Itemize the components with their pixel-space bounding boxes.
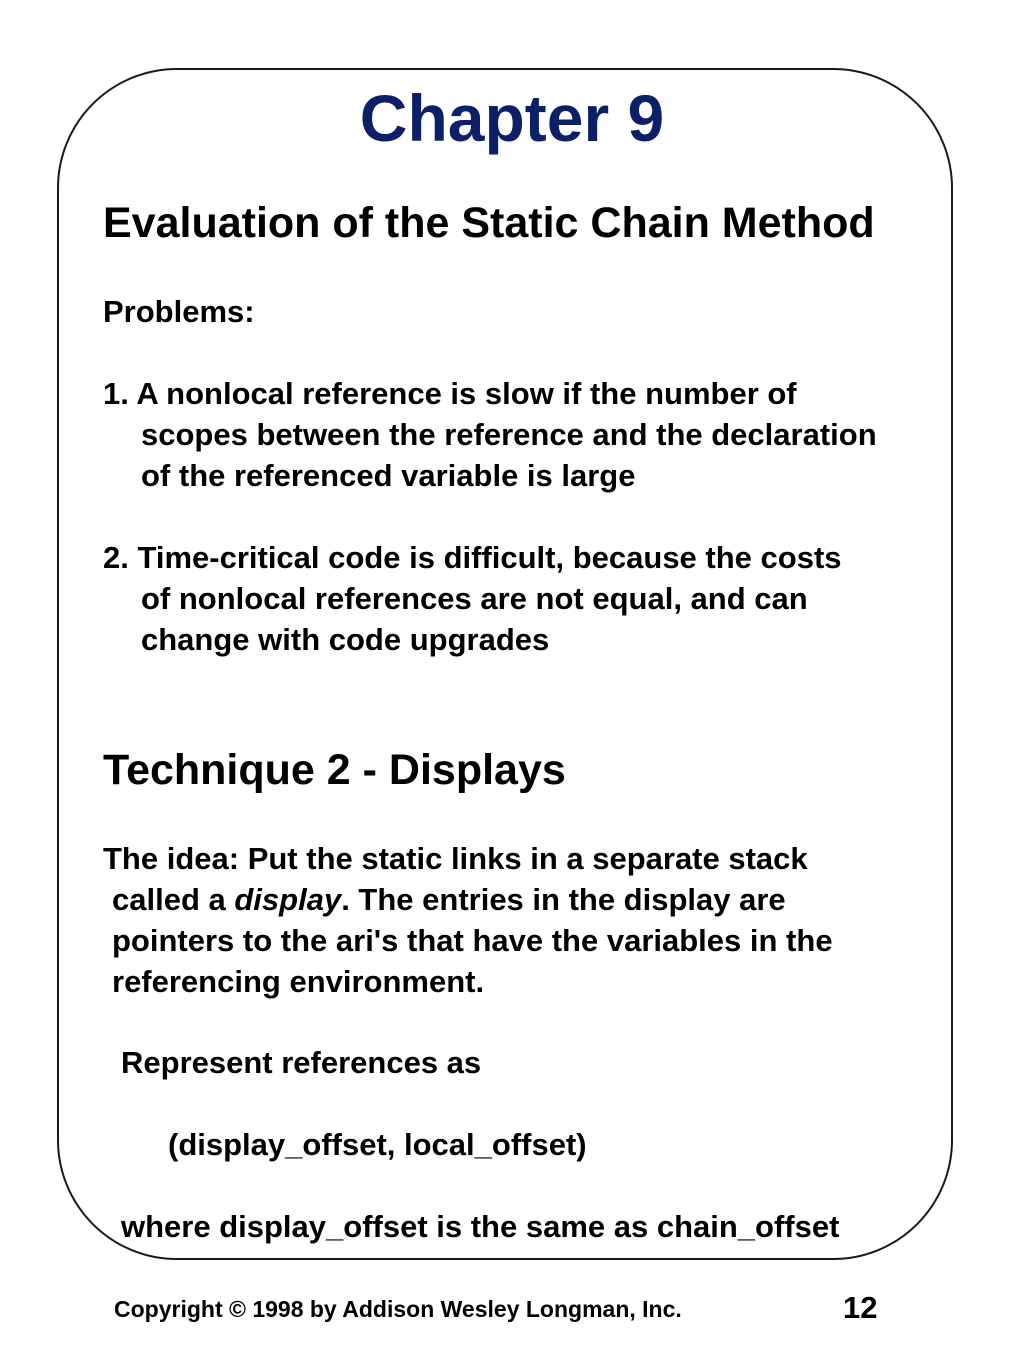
problems-label: Problems: [103, 294, 255, 329]
problem-1-line-1: 1. A nonlocal reference is slow if the number of [103, 376, 797, 411]
problem-2-line-1: 2. Time-critical code is difficult, because the costs [103, 540, 842, 575]
copyright-notice: Copyright © 1998 by Addison Wesley Longman, Inc. [114, 1296, 682, 1322]
page-number: 12 [843, 1290, 878, 1325]
idea-line-3: pointers to the ari's that have the variables in the [112, 923, 833, 958]
problem-2-line-2: of nonlocal references are not equal, and can [141, 581, 808, 616]
slide-title: Chapter 9 [359, 81, 665, 155]
offset-tuple: (display_offset, local_offset) [168, 1127, 587, 1162]
represent-line: Represent references as [121, 1045, 482, 1080]
section-heading-displays: Technique 2 - Displays [103, 746, 566, 794]
problem-2-line-3: change with code upgrades [141, 622, 550, 657]
where-line: where display_offset is the same as chain_offset [121, 1209, 840, 1244]
idea-line-2-post: . The entries in the display are [341, 882, 786, 917]
idea-line-2-pre: called a [112, 882, 235, 917]
problem-1-line-2: scopes between the reference and the declaration [141, 417, 877, 452]
idea-line-1: The idea: Put the static links in a separate stack [103, 841, 808, 876]
display-term: display [234, 882, 342, 917]
idea-line-2 [112, 880, 786, 920]
idea-line-4: referencing environment. [112, 964, 485, 999]
section-heading-static-chain: Evaluation of the Static Chain Method [103, 199, 875, 247]
problem-1-line-3: of the referenced variable is large [141, 458, 636, 493]
